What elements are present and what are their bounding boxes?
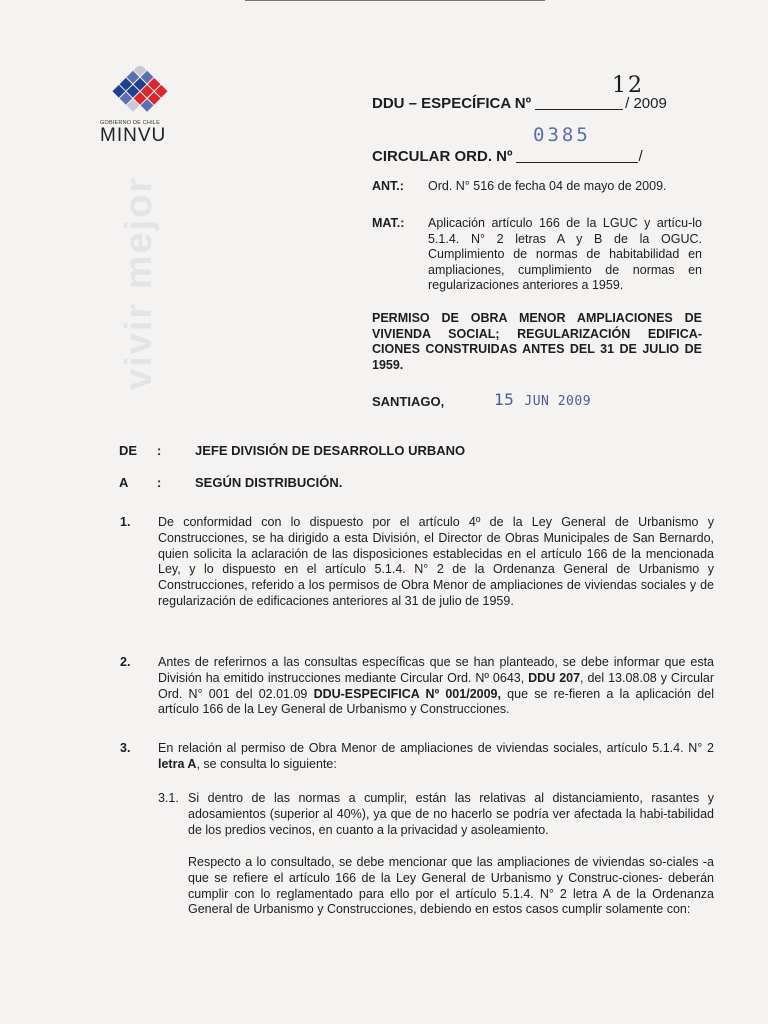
minvu-logo — [100, 66, 180, 147]
watermark-text: vivir mejor — [118, 175, 160, 390]
ant-label: ANT.: — [372, 179, 404, 193]
top-edge-line — [245, 0, 545, 1]
text-run: Antes de referirnos a las consultas específicas que se han planteado, se debe informar que esta División ha emitido instrucciones mediante Circular Ord. Nº 0643, — [158, 655, 714, 685]
circular-number-blank — [516, 148, 638, 163]
bold-reference: letra A — [158, 756, 197, 771]
paragraph-text: Si dentro de las normas a cumplir, están las relativas al distanciamiento, rasantes y adosamientos (superior al 40%), ya que de no hacerlo se podría ver afectada la habi-tabilidad de los predios vecinos, en cuanto a la privacidad y asoleamiento. — [188, 791, 714, 837]
from-value: JEFE DIVISIÓN DE DESARROLLO URBANO — [195, 443, 466, 458]
paragraph-text — [158, 655, 714, 718]
from-label: DE — [119, 443, 138, 458]
date-stamp — [494, 390, 591, 409]
ant-text: Ord. N° 516 de fecha 04 de mayo de 2009. — [428, 179, 667, 193]
text-run: que se re-fieren a la aplicación del artículo 166 de la Ley General de Urbanismo y Construcciones. — [158, 686, 714, 717]
circular-number-stamp: 0385 — [533, 124, 591, 146]
text-run: En relación al permiso de Obra Menor de ampliaciones de viviendas sociales, artículo 5.1.4. N° 2 — [158, 741, 714, 755]
ddu-number-handwritten: 12 — [612, 73, 644, 98]
paragraph-text: Respecto a lo consultado, se debe mencionar que las ampliaciones de viviendas so-ciales -a que se refiere el artículo 166 de la Ley General de Urbanismo y Construc-ciones- deberán cumplir con lo reglamentado para ello por el artículo 5.1.4. N° 2 letra A de la Ordenanza General de Urbanismo y Construcciones, debiendo en estos casos cumplir solamente con: — [188, 855, 714, 917]
mat-label: MAT.: — [372, 216, 405, 230]
paragraph-number: 3.1. — [158, 791, 179, 805]
ddu-label: DDU – ESPECÍFICA Nº — [372, 95, 532, 112]
subject-heading: PERMISO DE OBRA MENOR AMPLIACIONES DE VIVIENDA SOCIAL; REGULARIZACIÓN EDIFICA-CIONES CONSTRUIDAS ANTES DEL 31 DE JULIO DE 1959. — [372, 311, 702, 372]
mat-text: Aplicación artículo 166 de la LGUC y artícu-lo 5.1.4. N° 2 letras A y B de la OGUC. Cumplimiento de normas de habitabilidad en ampliaciones, cumplimiento de normas en regularizaciones anteriores a 1959. — [428, 216, 702, 293]
ministry-label: MINVU — [100, 125, 167, 146]
place-label: SANTIAGO, — [372, 394, 445, 409]
date-stamp-month-year: JUN 2009 — [524, 394, 592, 409]
circular-line — [372, 146, 643, 165]
text-run: , del 13.08.08 y Circular Ord. N° 001 del 02.01.09 — [158, 670, 714, 701]
to-label: A — [119, 475, 129, 490]
gobierno-label: GOBIERNO DE CHILE — [100, 120, 160, 126]
paragraph-number: 3. — [120, 741, 131, 755]
paragraph-text: De conformidad con lo dispuesto por el artículo 4º de la Ley General de Urbanismo y Construcciones, se ha dirigido a esta División, el Director de Obras Municipales de San Bernardo, quien solicita la aclaración de las disposiciones establecidas en el artículo 166 de la mencionada Ley, y lo dispuesto en el artículo 5.1.4. N° 2 de la Ordenanza General de Urbanismo y Construcciones, referido a los permisos de Obra Menor de ampliaciones de viviendas sociales y de regularización de edificaciones anteriores al 31 de julio de 1959. — [158, 515, 714, 608]
gobierno-logo-icon — [108, 66, 172, 118]
paragraph-number: 2. — [120, 655, 131, 669]
paragraph-number: 1. — [120, 515, 131, 529]
ddu-year: / 2009 — [625, 95, 667, 112]
to-value: SEGÚN DISTRIBUCIÓN. — [195, 475, 343, 490]
date-stamp-day: 15 — [494, 390, 515, 409]
circular-label: CIRCULAR ORD. Nº — [372, 148, 513, 165]
bold-reference: DDU-ESPECIFICA Nº 001/2009, — [313, 686, 501, 701]
to-colon: : — [157, 475, 162, 490]
text-run: , se consulta lo siguiente: — [196, 756, 337, 771]
ddu-number-blank — [535, 95, 623, 110]
paragraph-text — [158, 741, 714, 773]
bold-reference: DDU 207 — [528, 670, 581, 685]
circular-slash: / — [638, 148, 643, 165]
from-colon: : — [157, 443, 162, 458]
